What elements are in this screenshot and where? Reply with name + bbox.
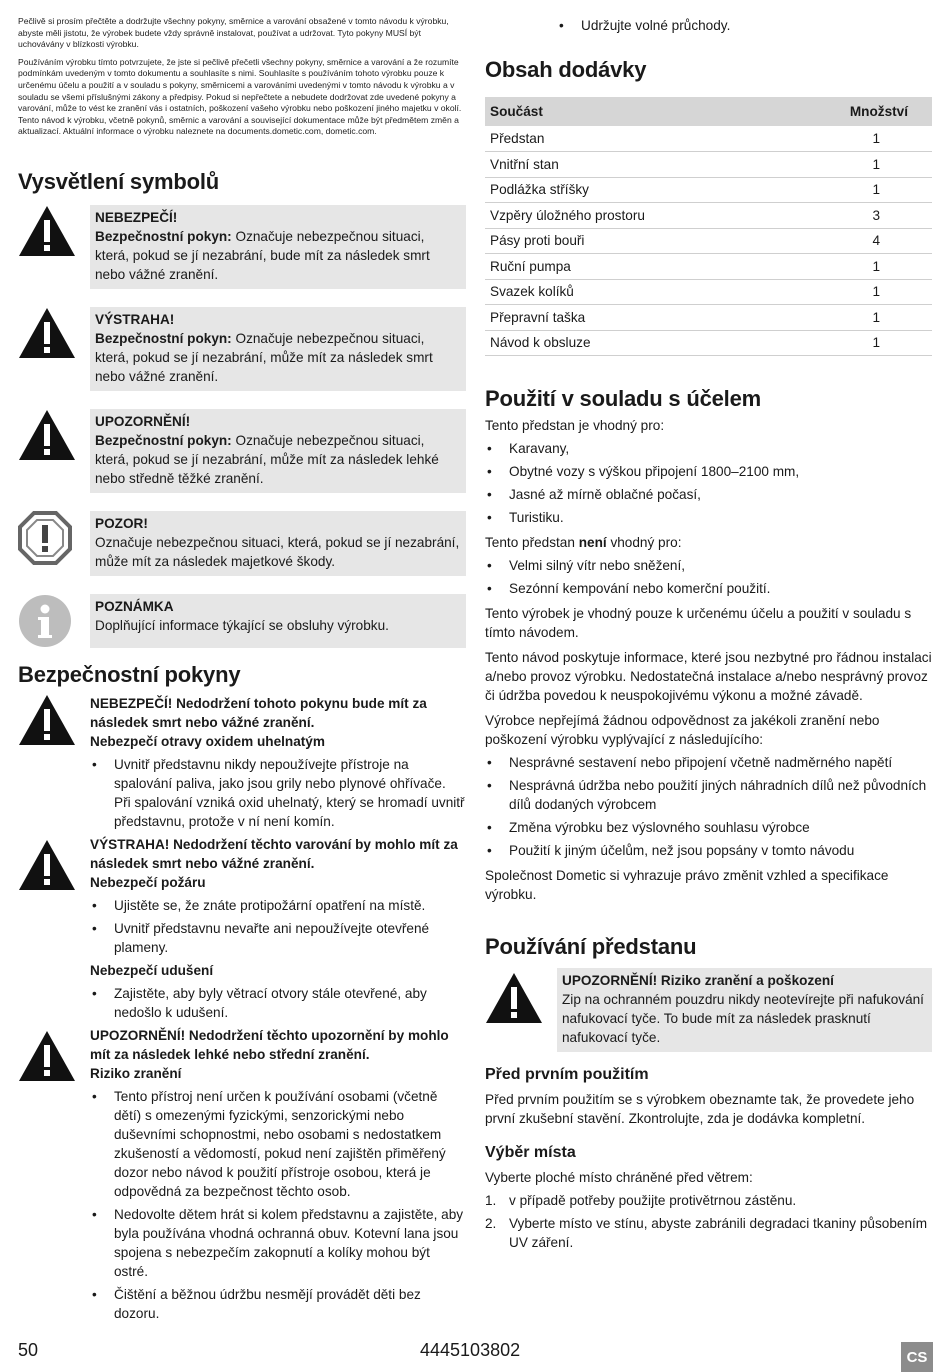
not-suitable-list — [485, 556, 932, 598]
intro-text — [18, 16, 466, 138]
list-item: • Uvnitř představnu nevařte ani nepoužívejte otevřené plameny. — [90, 919, 466, 957]
table-row — [485, 203, 932, 229]
step-text: v případě potřeby použijte protivětrnou zástěnu. — [509, 1193, 797, 1208]
list-item — [485, 1191, 932, 1210]
part-cell: Podlážka stříšky — [485, 177, 777, 203]
fire-title: Nebezpečí požáru — [90, 874, 206, 890]
step-text: Vyberte místo ve stínu, abyste zabránili degradaci tkaniny působením UV záření. — [509, 1216, 928, 1250]
document-code: 4445103802 — [420, 1340, 521, 1360]
page-number: 50 — [18, 1340, 39, 1360]
qty-cell: 1 — [777, 254, 932, 280]
not-suitable-post: vhodný pro: — [606, 535, 682, 550]
warning-box — [90, 307, 466, 391]
danger-text: Označuje nebezpečnou situaci, která, pokud se jí nezabrání, bude mít za následek smrt nebo vážné zranění. — [95, 228, 430, 282]
usage-caution-title: UPOZORNĚNÍ! Riziko zranění a poškození — [562, 973, 834, 988]
qty-cell: 1 — [777, 279, 932, 305]
warning-triangle-icon — [18, 694, 90, 831]
warning-triangle-icon — [18, 307, 90, 391]
table-row — [485, 177, 932, 203]
list-item: • Sezónní kempování nebo komerční použití. — [485, 579, 932, 598]
list-item: • Zajistěte, aby byly větrací otvory stále otevřené, aby nedošlo k udušení. — [90, 984, 466, 1022]
warning-text: Označuje nebezpečnou situaci, která, pokud se jí nezabrání, může mít za následek smrt nebo vážné zranění. — [95, 330, 433, 384]
injury-list — [90, 1087, 466, 1323]
part-cell: Pásy proti bouři — [485, 228, 777, 254]
list-item: • Nesprávná údržba nebo použití jiných náhradních dílů než původních dílů dodaných výrobcem — [485, 776, 932, 814]
symbol-notice — [18, 511, 466, 576]
table-row — [485, 152, 932, 178]
symbol-warning — [18, 307, 466, 391]
not-suitable-intro — [485, 533, 932, 552]
notice-text: Označuje nebezpečnou situaci, která, pokud se jí nezabrání, může mít za následek majetkové škody. — [95, 534, 460, 569]
part-cell: Vzpěry úložného prostoru — [485, 203, 777, 229]
warning-triangle-icon — [18, 835, 90, 1022]
symbol-note — [18, 594, 466, 648]
list-item: • Jasné až mírně oblačné počasí, — [485, 485, 932, 504]
list-item: • Čištění a běžnou údržbu nesmějí provádět děti bez dozoru. — [90, 1285, 466, 1323]
list-item: • Použití k jiným účelům, než jsou popsány v tomto návodu — [485, 841, 932, 860]
first-use-heading: Před prvním použitím — [485, 1066, 649, 1083]
info-circle-icon — [18, 594, 90, 648]
suitable-intro: Tento předstan je vhodný pro: — [485, 418, 665, 433]
site-heading: Výběr místa — [485, 1144, 576, 1161]
qty-cell: 1 — [777, 177, 932, 203]
part-cell: Ruční pumpa — [485, 254, 777, 280]
intro-paragraph-1: Pečlivě si prosím přečtěte a dodržujte všechny pokyny, směrnice a varování obsažené v tomto návodu k výrobku, abyste měli jistotu, že výrobek budete vždy správně instalovat, používat a udržovat. Tyto pokyny MUSÍ být uchovávány v blízkosti výrobku. — [18, 16, 449, 50]
danger-lead: Bezpečnostní pokyn: — [95, 228, 232, 244]
usage-caution — [485, 968, 932, 1052]
table-row — [485, 228, 932, 254]
list-item: • Turistiku. — [485, 508, 932, 527]
list-item: • Uvnitř představnu nikdy nepoužívejte přístroje na spalování paliva, jako jsou grily nebo plynové ohřívače. Při spalování vzniká oxid uhelnatý, který se hromadí uvnitř představnu, protože v ní není komín. — [90, 755, 466, 831]
caution-lead: Bezpečnostní pokyn: — [95, 432, 232, 448]
safety-warning-title: VÝSTRAHA! Nedodržení těchto varování by mohlo mít za následek smrt nebo vážné zranění. — [90, 836, 458, 871]
qty-cell: 1 — [777, 126, 932, 152]
intended-paragraph-4: Společnost Dometic si vyhrazuje právo změnit vzhled a specifikace výrobku. — [485, 868, 889, 902]
danger-box — [90, 205, 466, 289]
part-cell: Předstan — [485, 126, 777, 152]
intro-paragraph-2: Používáním výrobku tímto potvrzujete, že jste si pečlivě přečetli všechny pokyny, směrnice a varování a že rozumíte podmínkám uvedeným v tomto dokumentu a souhlasíte s nimi. Souhlasíte s používáním tohoto výrobku pouze k určenému účelu a použití a v souladu s pokyny, směrnicemi a varováními uvedenými v tomto návodu k výrobku a v souladu se všemi příslušnými zákony a předpisy. Pokud si nepřečtete a nebudete dodržovat zde uvedené pokyny a varování, může to vést ke zranění vás i ostatních, poškození vašeho výrobku nebo poškození jiného majetku v okolí. Tento návod k výrobku, včetně pokynů, směrnic a varování a související dokumentace může být předmětem změn a aktualizací. Aktuální informace o výrobku naleznete na documents.dometic.com, dometic.com. — [18, 56, 462, 137]
qty-cell: 1 — [777, 330, 932, 356]
list-item: • Změna výrobku bez výslovného souhlasu výrobce — [485, 818, 932, 837]
site-text: Vyberte ploché místo chráněné před větrem: — [485, 1170, 753, 1185]
list-item: • Udržujte volné průchody. — [557, 16, 932, 35]
notice-box — [90, 511, 466, 576]
table-row — [485, 254, 932, 280]
contents-heading: Obsah dodávky — [485, 57, 647, 82]
qty-cell: 1 — [777, 152, 932, 178]
safety-heading: Bezpečnostní pokyny — [18, 661, 241, 687]
list-item: • Nedovolte dětem hrát si kolem představnu a zajistěte, aby byla používána vhodná ochranná obuv. Kotevní lana jsou spojena s nebezpečím zakopnutí a kolíky mohou být ostré. — [90, 1205, 466, 1281]
symbol-caution — [18, 409, 466, 493]
first-use-text: Před prvním použitím se s výrobkem obeznamte tak, že provedete jeho první zkušební stavění. Zkontrolujte, zda je dodávka kompletní. — [485, 1092, 915, 1126]
note-box — [90, 594, 466, 648]
part-cell: Vnitřní stan — [485, 152, 777, 178]
co-title: Nebezpečí otravy oxidem uhelnatým — [90, 733, 325, 749]
note-text: Doplňující informace týkající se obsluhy výrobku. — [95, 617, 389, 633]
fire-list — [90, 896, 466, 957]
contents-table — [485, 97, 932, 356]
intended-use-heading: Použití v souladu s účelem — [485, 386, 761, 411]
intended-paragraph-1: Tento výrobek je vhodný pouze k určenému účelu a použití v souladu s tímto návodem. — [485, 606, 912, 640]
table-row — [485, 126, 932, 152]
caution-title: UPOZORNĚNÍ! — [95, 413, 191, 429]
caution-text: Označuje nebezpečnou situaci, která, pokud se jí nezabrání, může mít za následek lehké nebo středně těžké zranění. — [95, 432, 439, 486]
part-cell: Návod k obsluze — [485, 330, 777, 356]
warning-triangle-icon — [485, 968, 557, 1052]
notice-title: POZOR! — [95, 515, 148, 531]
warning-triangle-icon — [18, 205, 90, 289]
suffocation-title: Nebezpečí udušení — [90, 962, 214, 978]
not-suitable-pre: Tento předstan — [485, 535, 579, 550]
safety-warning — [18, 835, 466, 1022]
step-number: 1. — [485, 1193, 497, 1208]
language-badge: CS — [901, 1342, 933, 1372]
list-item: • Tento přístroj není určen k používání osobami (včetně dětí) s omezenými fyzickými, senzorickými nebo duševními schopnostmi, nebo osobami s nedostatkem zkušeností a vědomostí, pokud není zajištěn přiměřený dozor nebo návod k použití přístroje osobou, která je odpovědná za bezpečnost těchto osob. — [90, 1087, 466, 1201]
table-row — [485, 279, 932, 305]
list-item: • Obytné vozy s výškou připojení 1800–2100 mm, — [485, 462, 932, 481]
symbol-danger — [18, 205, 466, 289]
list-item: • Velmi silný vítr nebo sněžení, — [485, 556, 932, 575]
warning-lead: Bezpečnostní pokyn: — [95, 330, 232, 346]
qty-cell: 1 — [777, 305, 932, 331]
suitable-list — [485, 439, 932, 527]
left-column — [18, 16, 466, 1323]
qty-cell: 4 — [777, 228, 932, 254]
table-row — [485, 330, 932, 356]
top-bullet-list — [557, 16, 932, 35]
list-item — [485, 1214, 932, 1252]
part-cell: Přepravní taška — [485, 305, 777, 331]
table-row — [485, 305, 932, 331]
caution-box — [90, 409, 466, 493]
qty-cell: 3 — [777, 203, 932, 229]
usage-heading: Používání předstanu — [485, 934, 697, 959]
safety-caution-title: UPOZORNĚNÍ! Nedodržení těchto upozornění by mohlo mít za následek lehké nebo střední zranění. — [90, 1027, 449, 1062]
safety-danger-title: NEBEZPEČÍ! Nedodržení tohoto pokynu bude mít za následek smrt nebo vážné zranění. — [90, 695, 427, 730]
column-header-qty: Množství — [777, 97, 932, 126]
list-item: • Karavany, — [485, 439, 932, 458]
list-item: • Ujistěte se, že znáte protipožární opatření na místě. — [90, 896, 466, 915]
safety-danger — [18, 694, 466, 831]
site-steps — [485, 1191, 932, 1252]
note-title: POZNÁMKA — [95, 598, 174, 614]
injury-title: Riziko zranění — [90, 1065, 182, 1081]
usage-caution-text: Zip na ochranném pouzdru nikdy neotevírejte při nafukování nafukovací tyče. To bude mít za následek prasknutí nafukovací tyče. — [562, 992, 924, 1045]
column-header-part: Součást — [485, 97, 777, 126]
not-suitable-bold: není — [578, 535, 607, 550]
octagon-exclamation-icon — [18, 511, 90, 576]
co-list — [90, 755, 466, 831]
usage-caution-box — [557, 968, 932, 1052]
table-header-row — [485, 97, 932, 126]
part-cell: Svazek kolíků — [485, 279, 777, 305]
warning-triangle-icon — [18, 1026, 90, 1323]
intended-paragraph-3: Výrobce nepřejímá žádnou odpovědnost za jakékoli zranění nebo poškození výrobku vyplývající z následujícího: — [485, 713, 880, 747]
list-item: • Nesprávné sestavení nebo připojení včetně nadměrného napětí — [485, 753, 932, 772]
symbols-heading: Vysvětlení symbolů — [18, 168, 219, 194]
right-column — [485, 16, 932, 1252]
suffocation-list — [90, 984, 466, 1022]
danger-title: NEBEZPEČÍ! — [95, 209, 178, 225]
intended-paragraph-2: Tento návod poskytuje informace, které jsou nezbytné pro řádnou instalaci a/nebo provoz výrobku. Nedostatečná instalace a/nebo nesprávný provoz či údržba povedou k neuspokojivému výkonu a možné závadě. — [485, 650, 932, 703]
warning-triangle-icon — [18, 409, 90, 493]
step-number: 2. — [485, 1216, 497, 1231]
liability-list — [485, 753, 932, 860]
safety-caution — [18, 1026, 466, 1323]
warning-title: VÝSTRAHA! — [95, 311, 175, 327]
